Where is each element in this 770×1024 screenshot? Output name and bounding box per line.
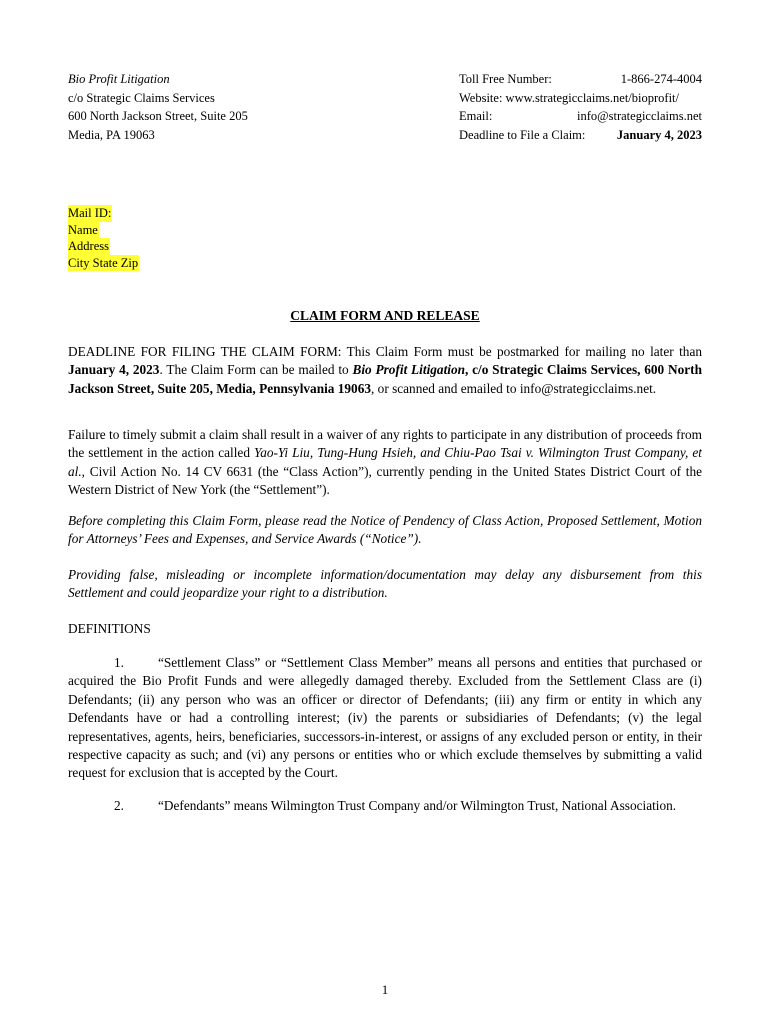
document-title (0, 308, 770, 324)
p2-text-c: , Civil Action No. 14 CV 6631 (the “Class Action”), currently pending in the United States District Court of the Western District of New York (the “Settlement”). (68, 463, 702, 498)
p1-deadline-date: January 4, 2023 (68, 362, 160, 378)
p1-text-a: DEADLINE FOR FILING THE CLAIM FORM: This Claim Form must be postmarked for mailing no later than (68, 344, 702, 359)
email-value: info@strategicclaims.net (576, 109, 702, 123)
definition-2-text: “Defendants” means Wilmington Trust Company and/or Wilmington Trust, National Association. (158, 798, 677, 813)
toll-free-row (459, 70, 702, 89)
deadline-row (459, 126, 702, 145)
address-line-4: Media, PA 19063 (68, 127, 155, 142)
litigation-name: Bio Profit Litigation (68, 72, 170, 86)
name-field: Name (68, 222, 98, 237)
email-row (459, 107, 702, 126)
notice-paragraph: Before completing this Claim Form, please read the Notice of Pendency of Class Action, Proposed Settlement, Motion for Attorneys’ Fees and Expenses, and Service Awards (“Notice”). (68, 513, 702, 547)
p1-litigation-name: Bio Profit Litigation (352, 362, 465, 378)
email-label: Email: (459, 109, 493, 123)
claims-administrator-address (68, 70, 248, 144)
toll-free-label: Toll Free Number: (459, 72, 552, 86)
warning-paragraph: Providing false, misleading or incomplete information/documentation may delay any disbursement from this Settlement and could jeopardize your right to a distribution. (68, 567, 702, 601)
definition-1-text: “Settlement Class” or “Settlement Class Member” means all persons and entities that purchased or acquired the Bio Profit Funds and were allegedly damaged thereby. Excluded from the Settlement Class are (i) Defendants; (ii) any person who was an officer or director of Defendants; (iii) any firm or entity in which any Defendants have or had a controlling interest; (iv) the parents or subsidiaries of Defendants; (v) the legal representatives, agents, heirs, beneficiaries, successors-in-interest, or assigns of any excluded person or entity, in their respective capacity as such; and (vi) any persons or entities who or which exclude themselves by submitting a valid request for exclusion that is accepted by the Court. (68, 655, 702, 781)
mail-id-field: Mail ID: (68, 206, 112, 220)
address-line-3: 600 North Jackson Street, Suite 205 (68, 109, 248, 123)
page-number: 1 (381, 982, 389, 997)
definition-item-2 (68, 797, 702, 815)
deadline-paragraph (68, 343, 702, 398)
p2-text-a: Failure to timely submit a claim shall result in a waiver of any rights to participate in any distribution of proceeds from the settlement in the action called (68, 427, 702, 461)
definition-2-number: 2. (114, 798, 124, 813)
document-title-text: CLAIM FORM AND RELEASE (290, 308, 480, 323)
failure-paragraph (68, 426, 702, 500)
mailing-address-block (68, 205, 139, 271)
definition-1-number: 1. (114, 655, 124, 670)
contact-info (459, 70, 702, 144)
deadline-value: January 4, 2023 (616, 127, 702, 142)
definition-item-1 (68, 654, 702, 783)
address-line-2: c/o Strategic Claims Services (68, 90, 215, 105)
toll-free-value: 1-866-274-4004 (620, 72, 702, 86)
p2-case-name: Yao-Yi Liu, Tung-Hung Hsieh, and Chiu-Pao Tsai v. Wilmington Trust Company, et al. (68, 445, 702, 479)
deadline-label: Deadline to File a Claim: (459, 127, 586, 142)
city-state-zip-field: City State Zip (68, 255, 139, 270)
definitions-heading: DEFINITIONS (68, 621, 151, 636)
p1-text-c: . The Claim Form can be mailed to (159, 362, 353, 378)
website-line: Website: www.strategicclaims.net/bioprofit/ (459, 90, 680, 105)
p1-mailing-address: , c/o Strategic Claims Services, 600 North Jackson Street, Suite 205, Media, Pennsylvania 19063 (68, 362, 702, 396)
p1-text-f: , or scanned and emailed to info@strategicclaims.net. (371, 380, 657, 396)
address-field: Address (68, 239, 109, 253)
